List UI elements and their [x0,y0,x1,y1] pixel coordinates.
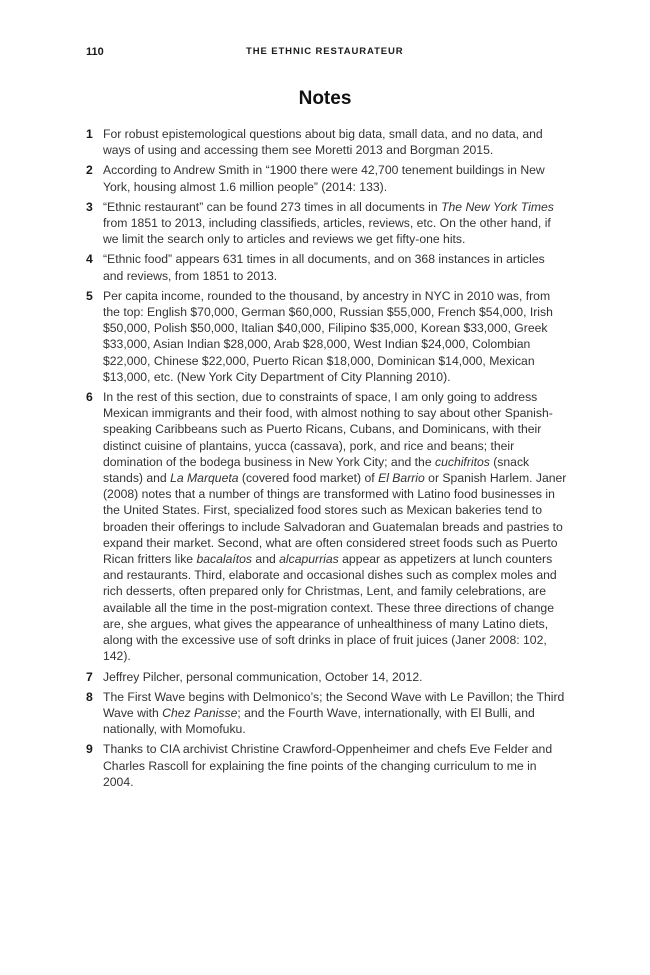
note-text [103,289,553,384]
page-title: Notes [298,88,352,109]
note-text-segment: ; and the Fourth Wave, internationally, with El Bulli, and nationally, with Momofuku. [103,705,535,737]
note-item [86,689,568,738]
note-text [103,252,545,282]
note-number: 6 [86,390,93,405]
note-text-segment: The First Wave begins with Delmonico’s; the Second Wave with Le Pavillon; the Third Wave with [103,689,565,720]
note-text [103,200,554,246]
note-italic-title: El Barrio [378,471,425,486]
note-number: 1 [86,127,93,141]
note-text-segment: and [252,552,280,567]
note-item [86,126,568,158]
page-header [86,46,562,60]
note-text [103,690,564,736]
note-item [86,251,568,283]
page-number: 110 [86,46,104,58]
note-item [86,669,568,685]
note-text [103,670,423,684]
note-italic-title: Chez Panisse [162,705,238,720]
note-text-segment: appear as appetizers at lunch counters and restaurants. Third, elaborate and occasional dishes such as complex moles and rich desserts, often prepared only for Christmas, Lent, and family celebrations, are available all the time in the post-migration context. These three directions of change are, she argues, what gives the appearance of unhealthiness of many Latino diets, along with the excessive use of soft drinks in place of fruit juices (Janer 2008: 102, 142). [103,552,557,664]
note-number: 2 [86,163,93,178]
note-item [86,741,568,790]
note-text-segment: Thanks to CIA archivist Christine Crawford-Oppenheimer and chefs Eve Felder and Charles Rascoll for explaining the fine points of the changing curriculum to me in 2004. [103,742,553,789]
note-number: 9 [86,742,93,757]
note-item [86,199,568,248]
note-text-segment: Jeffrey Pilcher, personal communication, October 14, 2012. [103,669,423,684]
note-number: 4 [86,252,93,267]
note-italic-title: The New York Times [441,199,554,214]
note-text-segment: (covered food market) of [238,471,379,486]
note-number: 7 [86,669,93,684]
note-italic-title: alcapurrias [279,552,339,567]
note-text-segment: According to Andrew Smith in “1900 there were 42,700 tenement buildings in New York, housing almost 1.6 million people” (2014: 133). [103,163,545,194]
note-number: 5 [86,288,93,303]
notes-list [86,126,568,794]
note-text [103,742,552,788]
note-text-segment: Per capita income, rounded to the thousand, by ancestry in NYC in 2010 was, from the top: English $70,000, German $60,000, Russian $55,000, French $54,000, Irish $50,000, Polish $50,000, Italian $40,000, Filipino $35,000, Korean $33,000, Greek $33,000, Asian Indian $28,000, Arab $28,000, West Indian $24,000, Colombian $22,000, Chinese $22,000, Puerto Rican $18,000, Dominican $14,000, Mexican $13,000, etc. (New York City Department of City Planning 2010). [103,288,553,384]
note-text-segment: “Ethnic food” appears 631 times in all documents, and on 368 instances in articles and reviews, from 1851 to 2013. [103,252,545,283]
note-text [103,163,545,193]
note-text-segment: from 1851 to 2013, including classifieds, articles, reviews, etc. On the other hand, if we limit the search only to articles and reviews we get fifty-one hits. [103,216,551,247]
note-text-segment: (snack stands) and [103,454,530,486]
note-italic-title: cuchifritos [434,454,490,469]
note-item [86,389,568,664]
note-text-segment: In the rest of this section, due to constraints of space, I am only going to address Mexican immigrants and their food, with almost nothing to say about other Spanish-speaking Caribbeans such as Puerto Ricans, Cubans, and Dominicans, with their distinct cuisine of plantains, yucca (cassava), pork, and rice and beans; their domination of the bodega business in New York City; and the [103,390,553,469]
note-number: 3 [86,199,93,214]
note-text-segment: For robust epistemological questions about big data, small data, and no data, and ways of using and accessing them see Moretti 2013 and Borgman 2015. [103,127,543,158]
note-text [103,127,543,157]
note-italic-title: bacalaítos [196,552,253,567]
note-italic-title: La Marqueta [170,471,239,486]
note-item [86,288,568,385]
note-item [86,162,568,194]
note-number: 8 [86,689,93,704]
running-head: THE ETHNIC RESTAURATEUR [246,46,404,57]
note-text [103,390,566,663]
note-text-segment: or Spanish Harlem. Janer (2008) notes that a number of things are transformed with Latino food businesses in the United States. First, specialized food stores such as Mexican bakeries tend to broaden their offerings to include Salvadoran and Guatemalan breads and pastries to expand their market. Second, what are often considered street foods such as Puerto Rican fritters like [103,471,567,567]
note-text-segment: “Ethnic restaurant” can be found 273 times in all documents in [103,199,442,214]
